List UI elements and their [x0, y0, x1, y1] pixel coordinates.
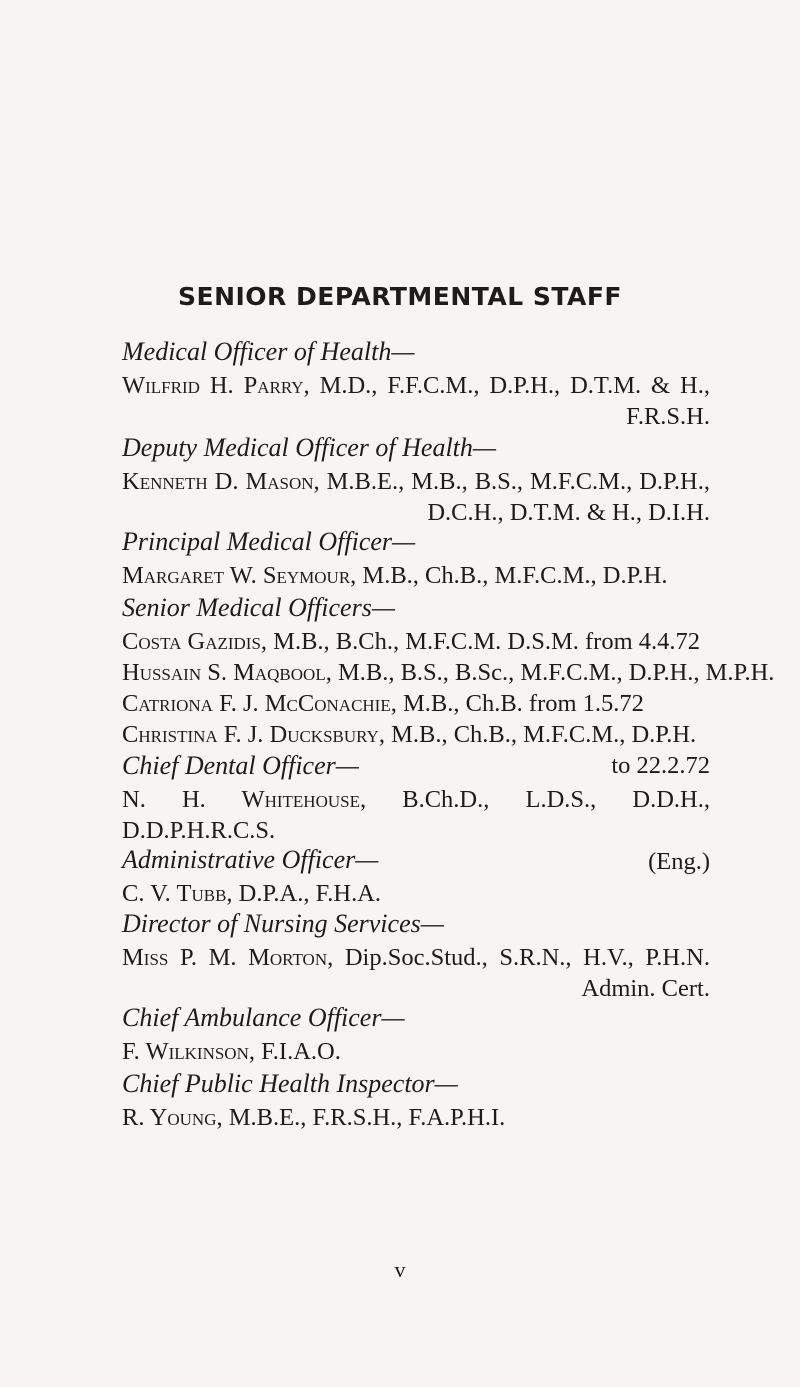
page-number: v [394, 1257, 406, 1282]
role-title: Deputy Medical Officer of Health— [122, 433, 497, 462]
staff-name: Margaret W. Seymour, [122, 562, 357, 589]
staff-name: Costa Gazidis, [122, 628, 268, 655]
staff-entry [122, 370, 710, 401]
staff-qualifications: M.B., Ch.B., M.F.C.M., D.P.H. [356, 562, 668, 589]
role-title: Administrative Officer— [122, 845, 379, 874]
staff-qualifications: M.B., Ch.B. from 1.5.72 [396, 690, 644, 717]
staff-qualifications: B.Ch.D., L.D.S., D.D.H., D.D.P.H.R.C.S. [122, 786, 710, 844]
section-deputy-medical-officer [122, 430, 710, 528]
staff-qualifications: M.D., F.F.C.M., D.P.H., D.T.M. & H., [309, 372, 710, 399]
staff-qualifications-continued: Admin. Cert. [581, 975, 710, 1002]
staff-qualifications-continued: (Eng.) [648, 848, 710, 875]
staff-entry [122, 719, 710, 750]
staff-qualifications-continued: D.C.H., D.T.M. & H., D.I.H. [427, 499, 710, 526]
staff-name: Hussain S. Maqbool, [122, 659, 332, 686]
staff-qualifications: M.B., Ch.B., M.F.C.M., D.P.H. [384, 721, 697, 748]
staff-entry [122, 878, 710, 909]
staff-name: Wilfrid H. Parry, [122, 372, 310, 399]
section-principal-medical-officer [122, 524, 710, 591]
section-administrative-officer [122, 842, 710, 909]
staff-name: Catriona F. J. McConachie, [122, 690, 397, 717]
section-chief-ambulance-officer [122, 1000, 710, 1067]
staff-qualifications: M.B., B.S., B.Sc., M.F.C.M., D.P.H., M.P.H. [331, 659, 775, 686]
staff-qualifications: M.B., B.Ch., M.F.C.M. D.S.M. from 4.4.72 [267, 628, 701, 655]
staff-name: Christina F. J. Ducksbury, [122, 721, 385, 748]
staff-name: N. H. Whitehouse, [122, 786, 367, 813]
staff-entry [122, 1036, 710, 1067]
staff-qualifications: D.P.A., F.H.A. [232, 880, 382, 907]
staff-name: F. Wilkinson, [122, 1038, 255, 1065]
staff-entry [122, 942, 710, 973]
role-title: Director of Nursing Services— [122, 909, 444, 938]
role-title: Senior Medical Officers— [122, 593, 395, 622]
staff-qualifications-continued: F.R.S.H. [626, 403, 710, 430]
section-medical-officer-of-health [122, 334, 710, 432]
staff-entry [122, 657, 775, 688]
section-director-of-nursing [122, 906, 710, 1004]
page-heading: SENIOR DEPARTMENTAL STAFF [178, 282, 622, 311]
staff-entry [122, 560, 710, 591]
staff-entry [122, 626, 710, 657]
staff-qualifications: F.I.A.O. [255, 1038, 341, 1065]
staff-name: C. V. Tubb, [122, 880, 233, 907]
role-title: Chief Dental Officer— [122, 751, 359, 780]
staff-entry [122, 784, 710, 846]
staff-entry [122, 688, 710, 719]
role-title: Chief Ambulance Officer— [122, 1003, 405, 1032]
staff-name: Kenneth D. Mason, [122, 468, 320, 495]
staff-entry [122, 466, 710, 497]
role-title: Chief Public Health Inspector— [122, 1069, 458, 1098]
role-title: Principal Medical Officer— [122, 527, 416, 556]
section-chief-public-health-inspector [122, 1066, 710, 1133]
staff-qualifications: M.B.E., F.R.S.H., F.A.P.H.I. [222, 1104, 506, 1131]
staff-qualifications: M.B.E., M.B., B.S., M.F.C.M., D.P.H., [319, 468, 710, 495]
staff-entry [122, 1102, 710, 1133]
staff-name: Miss P. M. Morton, [122, 944, 334, 971]
staff-name: R. Young, [122, 1104, 223, 1131]
role-title: Medical Officer of Health— [122, 337, 415, 366]
staff-qualifications: Dip.Soc.Stud., S.R.N., H.V., P.H.N. [333, 944, 710, 971]
staff-qualifications-continued: to 22.2.72 [611, 752, 710, 779]
